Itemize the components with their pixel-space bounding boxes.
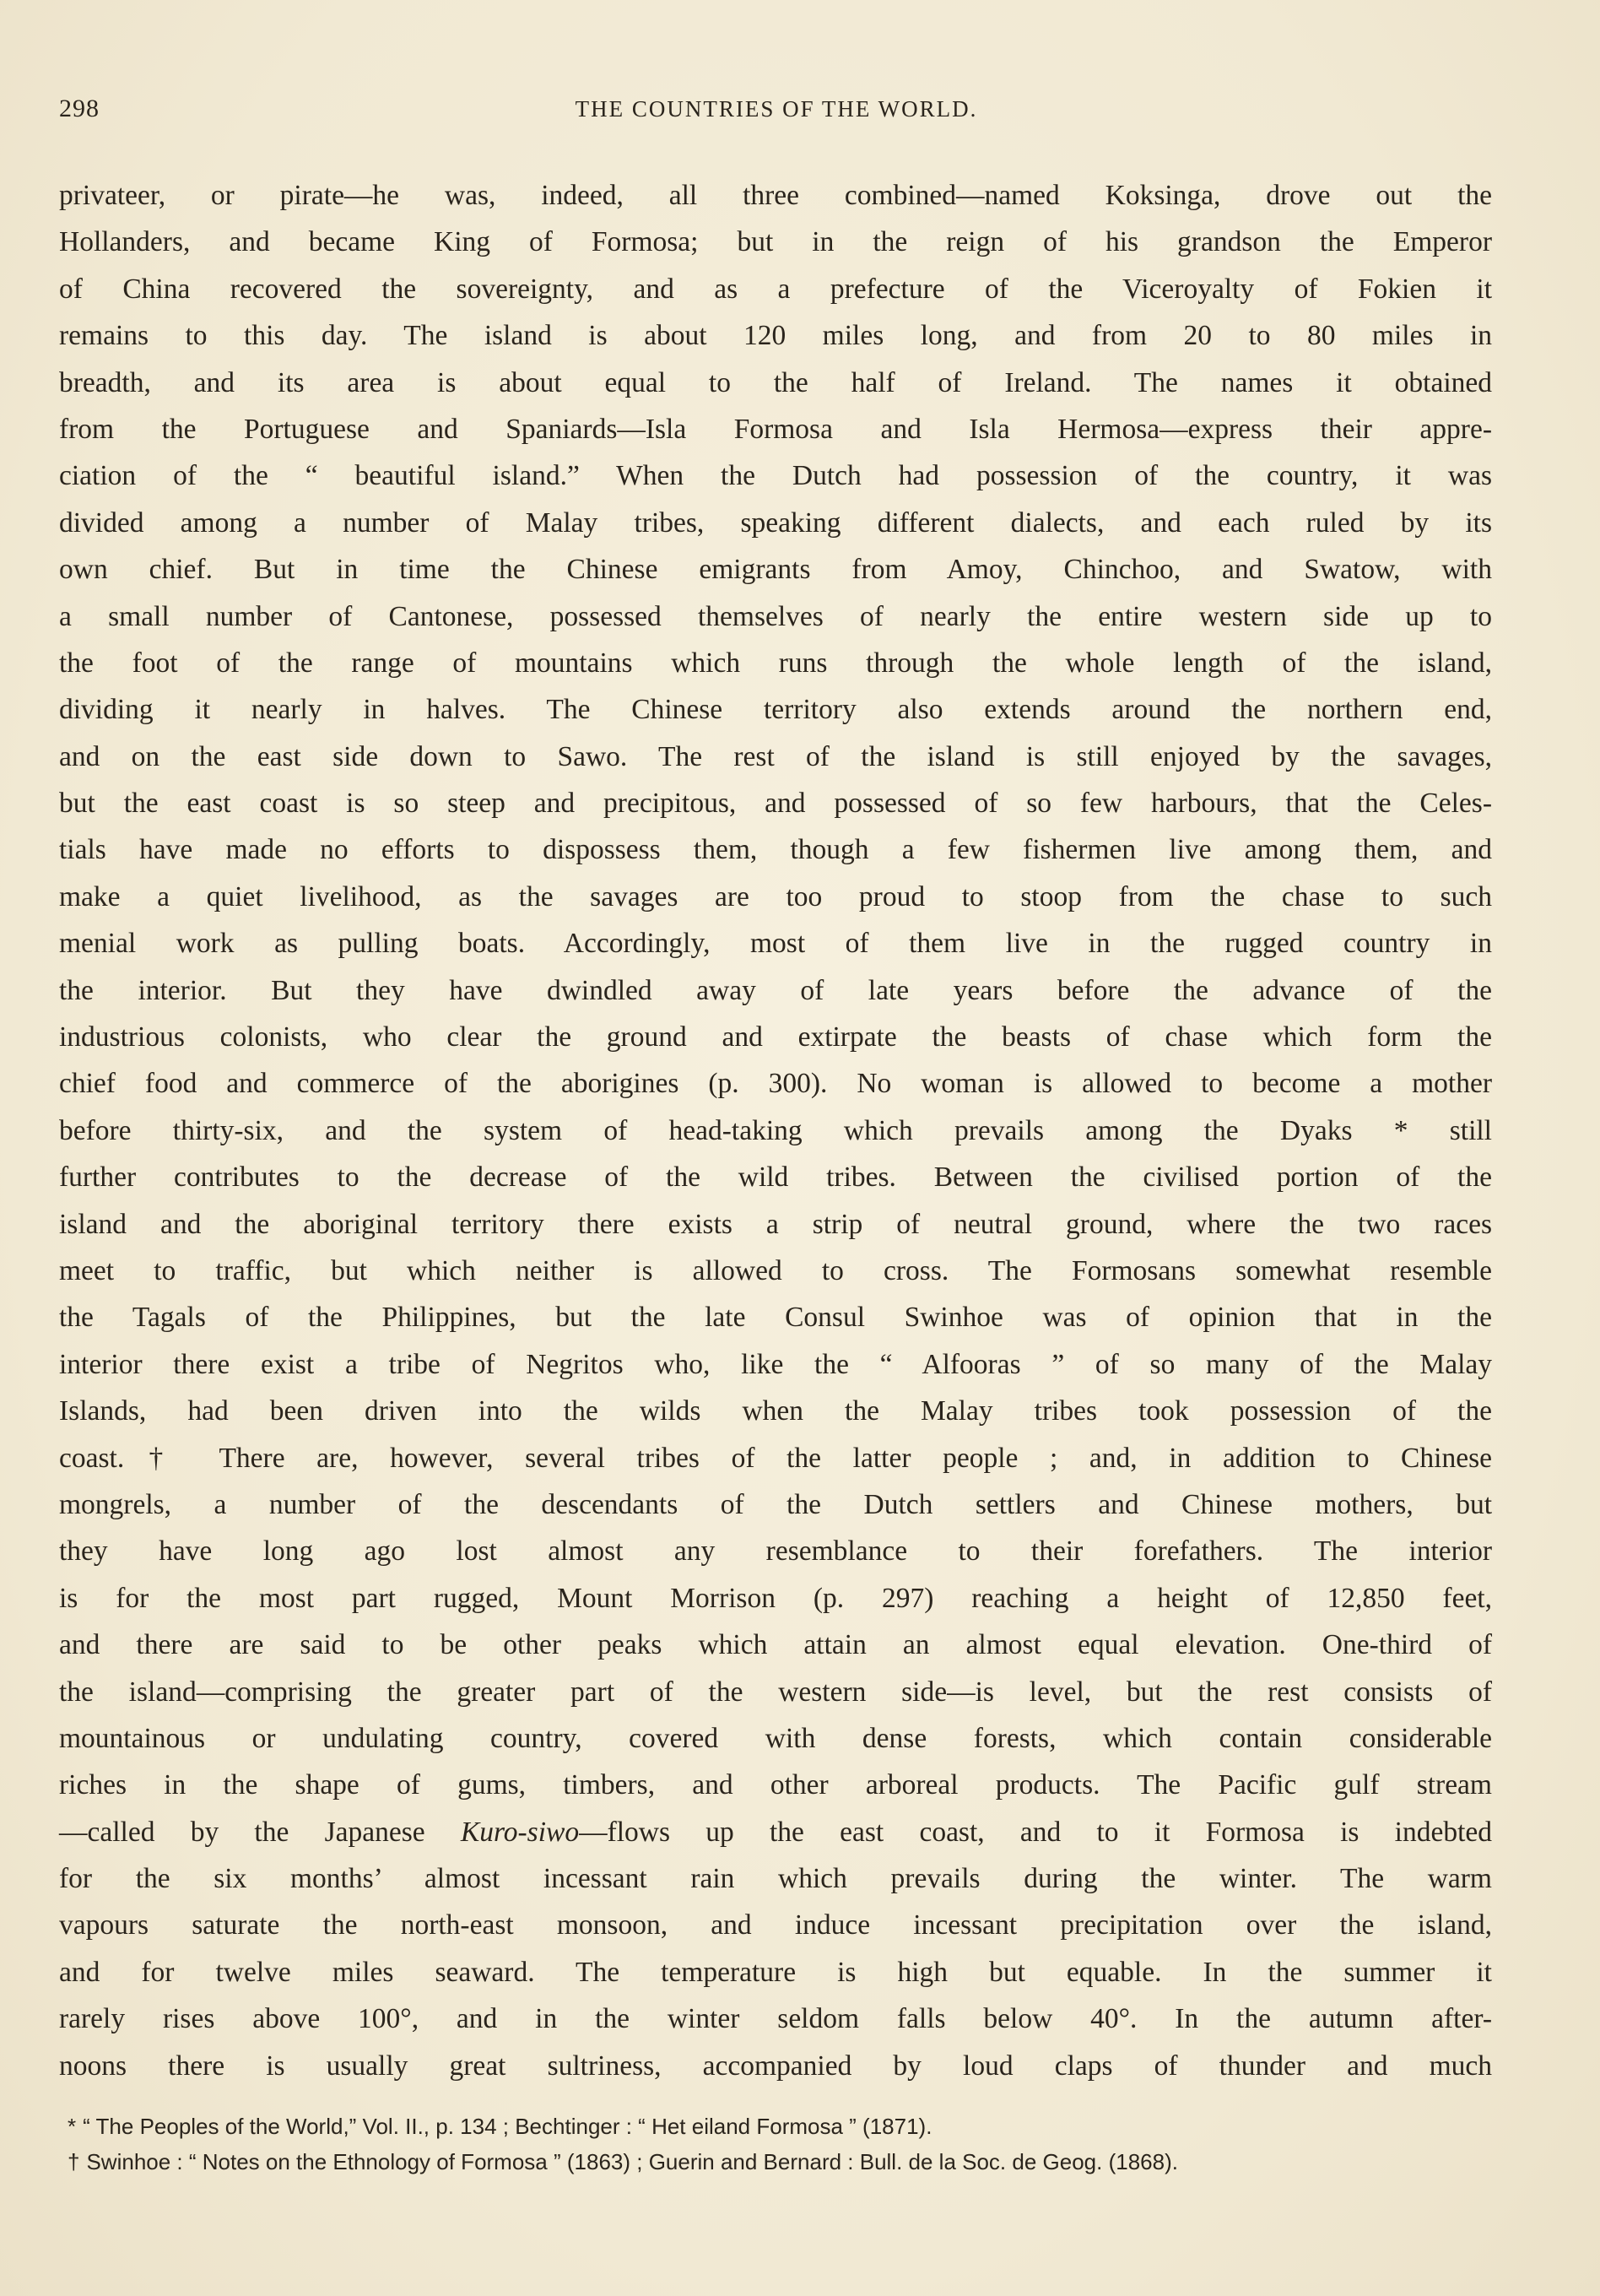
text-line: the foot of the range of mountains which runs through the whole length of the island, (59, 647, 1492, 679)
text-line: ciation of the “ beautiful island.” When the Dutch had possession of the country, it was (59, 460, 1492, 492)
text-line: rarely rises above 100°, and in the winter seldom falls below 40°. In the autumn after- (59, 2003, 1492, 2035)
footnote-mark: * (68, 2114, 77, 2139)
text-line: mountainous or undulating country, covered with dense forests, which contain considerable (59, 1722, 1492, 1754)
text-line: remains to this day. The island is about 120 miles long, and from 20 to 80 miles in (59, 320, 1492, 352)
text-line: the island—comprising the greater part of the western side—is level, but the rest consists of (59, 1676, 1492, 1708)
text-line: is for the most part rugged, Mount Morrison (p. 297) reaching a height of 12,850 feet, (59, 1582, 1492, 1614)
text-line: and on the east side down to Sawo. The rest of the island is still enjoyed by the savages, (59, 740, 1492, 772)
text-line: own chief. But in time the Chinese emigrants from Amoy, Chinchoo, and Swatow, with (59, 554, 1492, 586)
text-line: but the east coast is so steep and precipitous, and possessed of so few harbours, that the Celes- (59, 788, 1492, 820)
text-line: divided among a number of Malay tribes, speaking different dialects, and each ruled by its (59, 506, 1492, 539)
text-line: interior there exist a tribe of Negritos who, like the “ Alfooras ” of so many of the Malay (59, 1348, 1492, 1380)
running-title: THE COUNTRIES OF THE WORLD. (575, 96, 978, 122)
text-line: the interior. But they have dwindled away of late years before the advance of the (59, 974, 1492, 1006)
text-line: vapours saturate the north-east monsoon, and induce incessant precipitation over the island, (59, 1909, 1492, 1941)
text-line: they have long ago lost almost any resemblance to their forefathers. The interior (59, 1535, 1492, 1568)
footnotes (59, 2109, 1494, 2180)
text-line: dividing it nearly in halves. The Chinese territory also extends around the northern end, (59, 694, 1492, 726)
text-line: menial work as pulling boats. Accordingly, most of them live in the rugged country in (59, 928, 1492, 960)
page-number: 298 (59, 95, 100, 122)
text-line: Hollanders, and became King of Formosa; but in the reign of his grandson the Emperor (59, 226, 1492, 258)
text-line: the Tagals of the Philippines, but the late Consul Swinhoe was of opinion that in the (59, 1302, 1492, 1334)
body-paragraph (59, 172, 1492, 2089)
text-line: make a quiet livelihood, as the savages are too proud to stoop from the chase to such (59, 880, 1492, 912)
footnote-mark: † (68, 2149, 80, 2174)
text-line: and there are said to be other peaks which attain an almost equal elevation. One-third of (59, 1629, 1492, 1661)
footnote (59, 2109, 1494, 2144)
footnote-text: Swinhoe : “ Notes on the Ethnology of Formosa ” (1863) ; Guerin and Bernard : Bull. de la Soc. de Geog. (1868). (86, 2149, 1178, 2174)
text-line: noons there is usually great sultriness, accompanied by loud claps of thunder and much (59, 2050, 1492, 2082)
text-line: —called by the Japanese Kuro-siwo—flows up the east coast, and to it Formosa is indebted (59, 1816, 1492, 1848)
text-line: tials have made no efforts to dispossess them, though a few fishermen live among them, and (59, 834, 1492, 866)
text-line: Islands, had been driven into the wilds when the Malay tribes took possession of the (59, 1395, 1492, 1427)
text-line: for the six months’ almost incessant rain which prevails during the winter. The warm (59, 1863, 1492, 1895)
text-line: and for twelve miles seaward. The temperature is high but equable. In the summer it (59, 1956, 1492, 1988)
footnote-text: “ The Peoples of the World,” Vol. II., p. 134 ; Bechtinger : “ Het eiland Formosa ” (1871). (83, 2114, 932, 2139)
text-line: of China recovered the sovereignty, and as a prefecture of the Viceroyalty of Fokien it (59, 273, 1492, 305)
footnote (59, 2144, 1494, 2180)
text-line: before thirty-six, and the system of head-taking which prevails among the Dyaks * still (59, 1114, 1492, 1146)
text-line: chief food and commerce of the aborigines (p. 300). No woman is allowed to become a mother (59, 1068, 1492, 1100)
text-line: a small number of Cantonese, possessed themselves of nearly the entire western side up to (59, 600, 1492, 632)
text-line: coast.† There are, however, several tribes of the latter people ; and, in addition to Chinese (59, 1442, 1492, 1474)
text-line: meet to traffic, but which neither is allowed to cross. The Formosans somewhat resemble (59, 1254, 1492, 1286)
text-line: privateer, or pirate—he was, indeed, all three combined—named Koksinga, drove out the (59, 180, 1492, 211)
text-line: further contributes to the decrease of the wild tribes. Between the civilised portion of the (59, 1162, 1492, 1194)
text-line: industrious colonists, who clear the ground and extirpate the beasts of chase which form the (59, 1021, 1492, 1053)
page-header (59, 95, 1494, 128)
text-line: mongrels, a number of the descendants of the Dutch settlers and Chinese mothers, but (59, 1488, 1492, 1520)
text-line: breadth, and its area is about equal to the half of Ireland. The names it obtained (59, 366, 1492, 398)
text-line: riches in the shape of gums, timbers, and other arboreal products. The Pacific gulf stream (59, 1769, 1492, 1801)
text-line: island and the aboriginal territory there exists a strip of neutral ground, where the two races (59, 1208, 1492, 1240)
text-line: from the Portuguese and Spaniards—Isla Formosa and Isla Hermosa—express their appre- (59, 413, 1492, 445)
